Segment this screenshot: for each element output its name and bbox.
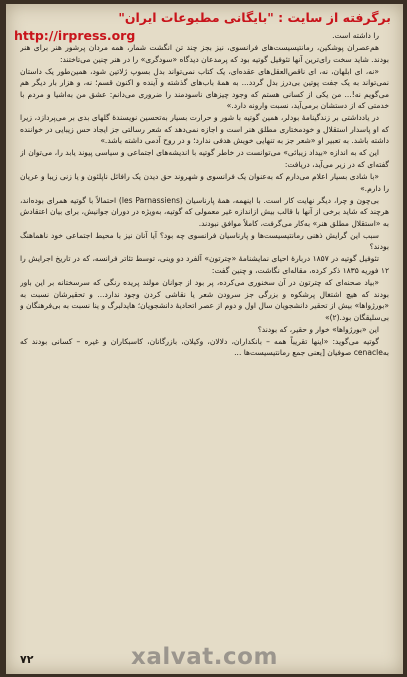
page-number: ۷۲	[20, 653, 34, 666]
paragraph: این «بورژواها» خوار و حقیر، که بودند؟	[257, 324, 379, 334]
scanned-page	[6, 4, 403, 674]
source-header-title: برگرفته از سایت : "بایگانی مطبوعات ایران"	[118, 10, 391, 25]
paragraph: بی‌چون و چرا، دیگر نهایت کار است. با اینهمه، همهٔ پارناسیان (les Parnassiens) احتمالاً با گوتیه همرای بوده‌اند، هرچند که شاید برخی از آنها با قالب بیش ازاندازه غیر معمولی که گوتیه، به‌ویژه در دوران جوانیش، برای بیان اعتقادش به «استقلال مطلق هنر» به‌کار می‌گرفت، کاملاً موافق نبودند.	[20, 195, 389, 228]
watermark: xalvat.com	[131, 644, 278, 670]
paragraph: «بیاد صحنه‌ای که چترتون در آن سخنوری می‌کرده، پر بود از جوانان مولند پریده رنگی که سرسختانه بر این باور بودند که هیچ اشتغال پرشکوه و بزرگی جز سرودن شعر یا نقاشی کردن وجود ندارد... و تحقیرشان نسبت به «بورژواها» بیش از تحقیر دانشجویان سال اول و دوم از عصر اتحادیهٔ دانشجویان؛ هایدلبرگ و ینا نسبت به بی‌فرهنگان و بی‌سلیقگان بود.(۲)»	[20, 277, 389, 322]
paragraph: سبب این گرایش ذهنی رمانتیسیست‌ها و پارناسیان فرانسوی چه بود؟ آیا آنان نیز با محیط اجتماعی خود ناهماهنگ بودند؟	[20, 230, 389, 252]
paragraph: تئوفیل گوتیه در ۱۸۵۷ دربارهٔ احیای نمایشنامهٔ «چترتون» آلفرد دو وینی، توسط تئاتر فرانسه، که در تاریخ اجرایش را ۱۲ فوریه ۱۸۳۵ ذکر کرده، مقاله‌ای نگاشت، و چنین گفت:	[20, 254, 389, 275]
paragraph: هم‌عصران پوشکین، رمانتیسیست‌های فرانسوی، نیز بجز چند تن انگشت شمار، همه مردان پرشور هنر برای هنر بودند. شاید سخت رای‌ترین آنها تئوفیل گوتیه بود که پرمدعان دیدگاه «سودگری» را در هنر چنین می‌تاختند:	[20, 43, 389, 64]
source-url-link[interactable]: http://irpress.org	[14, 28, 136, 43]
paragraph: در یادداشتی بر زندگینامهٔ بودلر، همین گوتیه با شور و حرارت بسیار به‌تحسین نویسندهٔ گلهای بدی بر می‌پردازد، زیرا که او پاسدار استقلال و خودمختاری مطلق هنر است و اجازه نمی‌دهد که شعر رسالتی جز ایجاد حس زیبایی در خواننده داشته باشد. به تعبیر او «شعر جز به تنهایی خویش هدفی ندارد؛ و در روح آدمی داشته باشد.»	[20, 113, 389, 146]
paragraph: را داشته است.	[332, 31, 379, 40]
paragraph: «با شادی بسیار اعلام می‌دارم که به‌عنوان یک فرانسوی و شهروند حق دیدن یک رافائل ناپلئون و یا زنی زیبا و عریان را دارم.»	[20, 172, 389, 193]
paragraph: این که به اندازه «بیداد زیبائی» می‌توانست در خاطر گوتیه با اندیشه‌های اجتماعی و سیاسی پیوند یابد را، می‌توان از گفته‌ای که در زیر می‌آید، دریافت:	[20, 148, 389, 170]
article-body	[20, 30, 389, 638]
paragraph: گوتیه می‌گوید: «اینها تقریباً همه – بانکداران، دلالان، وکیلان، بازرگانان، کاسبکاران و غیره – کسانی بودند که به‌cenacle صوفیان [یعنی جمع رمانتیسیست‌ها ...	[20, 336, 389, 358]
page-footer	[6, 638, 403, 674]
paragraph: «نه، ای ابلهان، نه، ای ناقص‌العقل‌های عقده‌ای، یک کتاب نمی‌تواند بدل بسوپ ژلاتین شود، همین‌طور یک داستان نمی‌تواند به یک جفت پوتین بی‌درز بدل گردد... به همهٔ باب‌های گذشته و آینده و اکنون قسم؛ نه، و هزار بار دیگر هم می‌گویم نه!... من یکی از کسانی هستم که وجود چیزهای ناسودمند را ضروری می‌دانم: عشق من به‌اشیا و مردم با خدمتی که از دستشان برمی‌آید، نسبت وارونه دارد.»	[20, 66, 389, 111]
